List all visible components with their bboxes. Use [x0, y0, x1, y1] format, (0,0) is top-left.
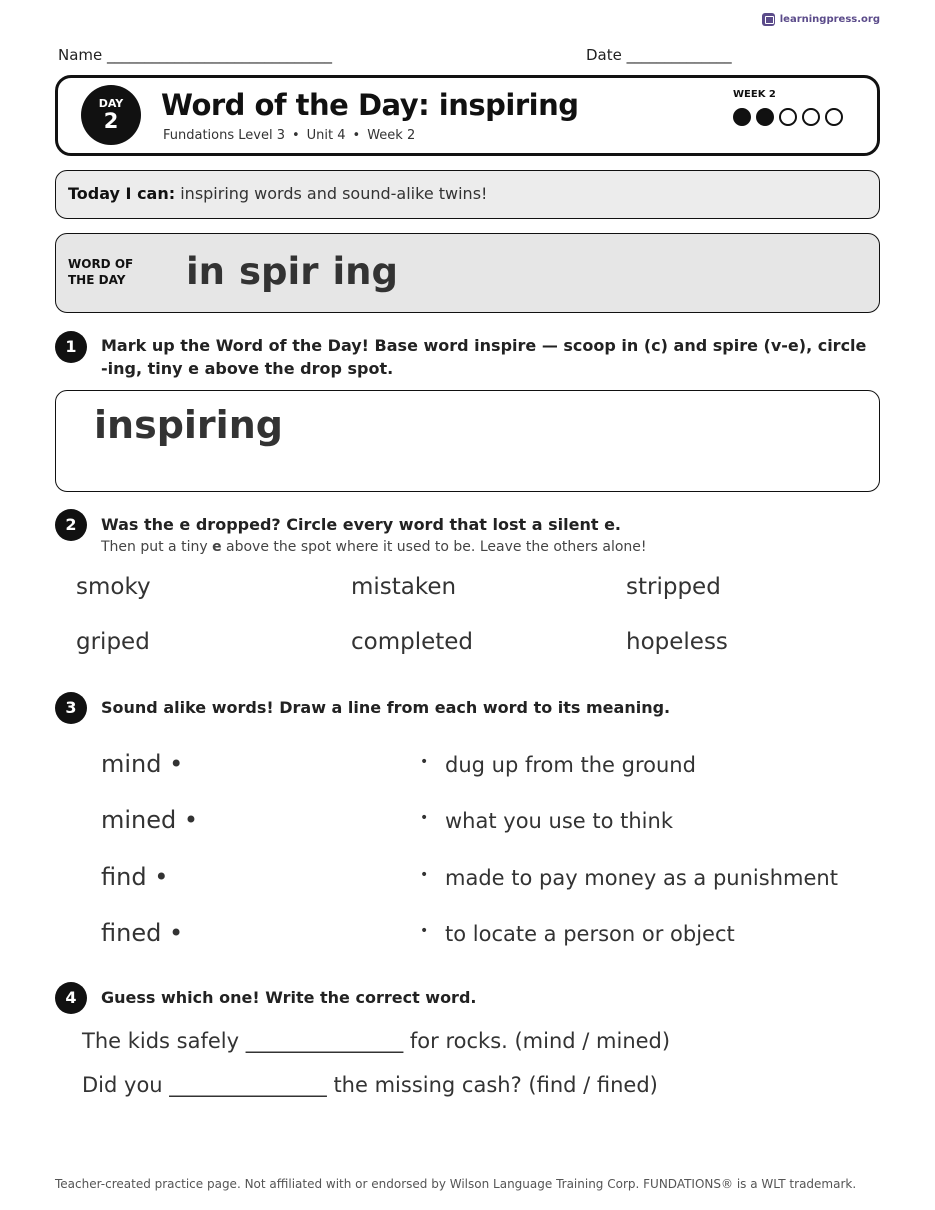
section-4-number: 4 — [55, 982, 87, 1014]
week-progress — [733, 89, 849, 126]
day-badge — [81, 85, 141, 145]
wod-label-line1: WORD OF — [68, 257, 134, 271]
brand-text: learningpress.org — [779, 14, 880, 25]
match-word[interactable]: mined • — [101, 806, 199, 834]
week-dots — [733, 108, 849, 126]
today-text: inspiring words and sound-alike twins! — [175, 184, 488, 203]
section-2-subtext — [101, 539, 647, 555]
syllable: ing — [332, 250, 398, 293]
subtitle-week: Week 2 — [367, 128, 416, 143]
today-i-can-box — [55, 170, 880, 219]
markup-area[interactable] — [55, 390, 880, 492]
section-3-instruction: Sound alike words! Draw a line from each word to its meaning. — [101, 698, 671, 717]
fill-sentence[interactable]: Did you _______________ the missing cash? (find / fined) — [82, 1073, 658, 1097]
word-of-day-box — [55, 233, 880, 313]
sub-bold: e — [212, 539, 222, 555]
section-2-instruction: Was the e dropped? Circle every word that lost a silent e. — [101, 515, 621, 534]
section-4-instruction: Guess which one! Write the correct word. — [101, 988, 477, 1007]
book-icon — [762, 13, 775, 26]
sub-text: Then put a tiny — [101, 539, 213, 555]
progress-dot-filled — [733, 108, 751, 126]
day-number: 2 — [103, 109, 119, 133]
match-meaning[interactable]: to locate a person or object — [445, 922, 735, 946]
section-2-number: 2 — [55, 509, 87, 541]
match-bullet: • — [420, 867, 429, 883]
today-lead: Today I can: — [68, 184, 176, 203]
match-meaning[interactable]: made to pay money as a punishment — [445, 866, 838, 890]
subtitle-level: Fundations Level 3 — [163, 128, 285, 143]
subtitle-unit: Unit 4 — [306, 128, 346, 143]
match-word[interactable]: mind • — [101, 750, 184, 778]
name-field[interactable]: Name ______________________________ — [58, 46, 333, 64]
grid-word[interactable]: stripped — [626, 574, 721, 600]
progress-dot-empty — [825, 108, 843, 126]
date-field[interactable]: Date ______________ — [586, 46, 732, 64]
syllable: in — [186, 250, 226, 293]
progress-dot-empty — [802, 108, 820, 126]
grid-word[interactable]: completed — [351, 629, 474, 655]
page-title: Word of the Day: inspiring — [161, 88, 579, 122]
markup-word: inspiring — [94, 403, 283, 447]
match-bullet: • — [420, 810, 429, 826]
subtitle-separator: • — [292, 128, 300, 143]
grid-word[interactable]: griped — [76, 629, 150, 655]
wod-label-line2: THE DAY — [68, 273, 126, 287]
grid-word[interactable]: smoky — [76, 574, 151, 600]
syllable: spir — [239, 250, 319, 293]
day-label: DAY — [98, 97, 124, 110]
match-bullet: • — [420, 923, 429, 939]
match-bullet: • — [420, 754, 429, 770]
match-word[interactable]: find • — [101, 863, 169, 891]
word-of-day-label — [68, 256, 158, 288]
match-meaning[interactable]: dug up from the ground — [445, 753, 696, 777]
sub-text: above the spot where it used to be. Leave the others alone! — [221, 539, 647, 555]
word-of-day-syllables — [186, 250, 398, 293]
footer-disclaimer: Teacher-created practice page. Not affiliated with or endorsed by Wilson Language Training Corp. FUNDATIONS® is a WLT trademark. — [55, 1177, 857, 1191]
fill-sentence[interactable]: The kids safely _______________ for rocks. (mind / mined) — [82, 1029, 671, 1053]
match-word[interactable]: fined • — [101, 919, 184, 947]
brand — [762, 13, 880, 26]
grid-word[interactable]: mistaken — [351, 574, 457, 600]
progress-dot-filled — [756, 108, 774, 126]
grid-word[interactable]: hopeless — [626, 629, 728, 655]
page-subtitle — [163, 128, 415, 143]
match-meaning[interactable]: what you use to think — [445, 809, 673, 833]
header-box — [55, 75, 880, 156]
section-1-instruction: Mark up the Word of the Day! Base word inspire — scoop in (c) and spire (v-e), circle -ing, tiny e above the drop spot. — [101, 336, 867, 378]
section-3-number: 3 — [55, 692, 87, 724]
progress-dot-empty — [779, 108, 797, 126]
week-label: WEEK 2 — [733, 89, 776, 100]
section-1-number: 1 — [55, 331, 87, 363]
subtitle-separator: • — [352, 128, 361, 143]
